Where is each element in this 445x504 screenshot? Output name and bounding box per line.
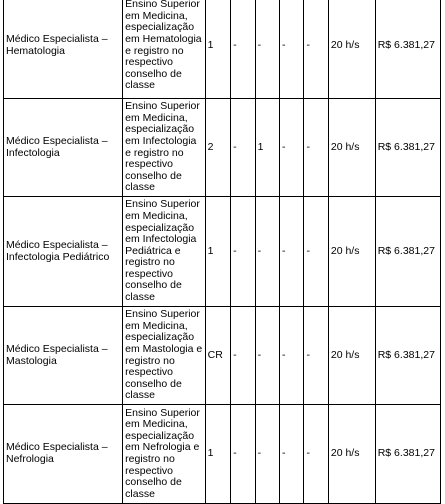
table-row [4,405,441,504]
vagas-cell: - [280,307,304,405]
carga-horaria-cell: 20 h/s [328,197,375,307]
table-row [4,307,441,405]
vencimento-cell: R$ 6.381,27 [375,99,440,197]
carga-horaria-cell: 20 h/s [328,0,375,99]
vagas-cell: - [255,307,279,405]
requisitos-cell: Ensino Superior em Medicina, especialização em Mastologia e registro no respectivo conselho de classe [125,308,203,402]
vagas-cell: - [255,405,279,504]
cargo-cell: Médico Especialista – Infectologia Pediátrico [6,238,110,263]
carga-horaria-cell: 20 h/s [328,99,375,197]
vagas-cell: 1 [255,99,279,197]
cargo-cell: Médico Especialista – Infectologia [6,134,108,159]
vagas-cell: - [231,99,255,197]
vagas-cell: - [231,307,255,405]
vencimento-cell: R$ 6.381,27 [375,197,440,307]
vagas-cell: - [304,197,328,307]
vagas-cell: 2 [205,99,230,197]
requisitos-cell: Ensino Superior em Medicina, especialização em Infectologia Pediátrica e registro no respectivo conselho de classe [125,198,200,304]
vagas-cell: - [304,0,328,99]
vencimento-cell: R$ 6.381,27 [375,307,440,405]
table-row [4,0,441,99]
vencimento-cell: R$ 6.381,27 [375,405,440,504]
vagas-cell: - [304,307,328,405]
carga-horaria-cell: 20 h/s [328,307,375,405]
vagas-cell: 1 [205,197,230,307]
vagas-cell: - [304,99,328,197]
vagas-cell: - [231,405,255,504]
vagas-cell: - [280,0,304,99]
cargo-cell: Médico Especialista – Nefrologia [6,441,108,465]
vagas-cell: - [231,0,255,99]
requisitos-cell: Ensino Superior em Medicina, especialização em Nefrologia e registro no respectivo conselho de classe [125,406,200,500]
vagas-cell: - [280,197,304,307]
vagas-cell: CR [205,307,230,405]
vagas-cell: - [255,197,279,307]
vagas-cell: - [231,197,255,307]
requisitos-cell: Ensino Superior em Medicina, especialização em Infectologia e registro no respectivo conselho de classe [125,100,200,194]
table-row [4,197,441,307]
table-row [4,99,441,197]
requisitos-cell: Ensino Superior em Medicina, especialização em Hematologia e registro no respectivo conselho de classe [125,0,202,92]
vagas-cell: - [280,99,304,197]
carga-horaria-cell: 20 h/s [328,405,375,504]
vagas-cell: - [304,405,328,504]
vacancy-table [3,0,441,504]
cargo-cell: Médico Especialista – Mastologia [6,342,108,367]
cargo-cell: Médico Especialista – Hematologia [6,32,108,57]
vagas-cell: 1 [205,405,230,504]
vagas-cell: 1 [205,0,230,99]
vagas-cell: - [280,405,304,504]
vagas-cell: - [255,0,279,99]
vencimento-cell: R$ 6.381,27 [375,0,440,99]
